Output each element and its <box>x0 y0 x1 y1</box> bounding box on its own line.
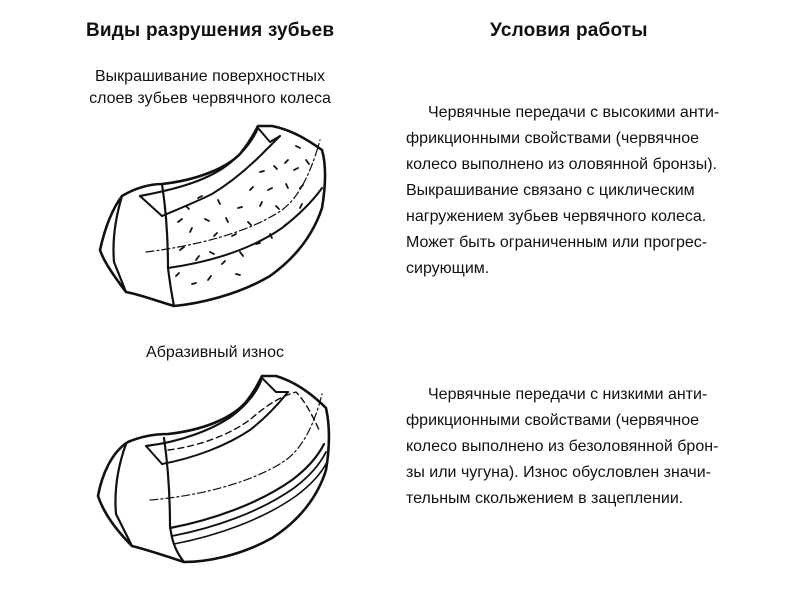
abrasive-wear-description-line-4: зы или чугуна). Износ обусловлен значи- <box>406 464 711 481</box>
pitting-caption-line-1: Выкрашивание поверхностных <box>95 68 325 85</box>
abrasive-wear-description-line-2: фрикционными свойствами (червячное <box>406 412 700 429</box>
pitting-description-line-3: колесо выполнено из оловянной бронзы). <box>406 156 717 173</box>
pitting-caption-line-2: слоев зубьев червячного колеса <box>89 90 331 107</box>
abrasive-wear-description <box>406 382 744 512</box>
pitting-description-line-4: Выкрашивание связано с циклическим <box>406 182 695 199</box>
right-column-header: Условия работы <box>490 20 648 41</box>
pitting-description-line-6: Может быть ограниченным или прогрес- <box>406 234 708 251</box>
pitting-description-line-1: Червячные передачи с высокими анти- <box>428 104 720 121</box>
abrasive-wear-description-line-5: тельным скольжением в зацеплении. <box>406 490 684 507</box>
pitting-description-line-2: фрикционными свойствами (червячное <box>406 130 700 147</box>
abrasive-wear-description-line-1: Червячные передачи с низкими анти- <box>428 386 708 403</box>
abrasive-wear-description-line-3: колесо выполнено из безоловянной брон- <box>406 438 719 455</box>
pitting-description-line-7: сирующим. <box>406 260 490 277</box>
pitting-description-line-5: нагружением зубьев червячного колеса. <box>406 208 707 225</box>
left-column-header: Виды разрушения зубьев <box>86 20 335 41</box>
abrasive-wear-caption-line-1: Абразивный износ <box>146 344 284 361</box>
